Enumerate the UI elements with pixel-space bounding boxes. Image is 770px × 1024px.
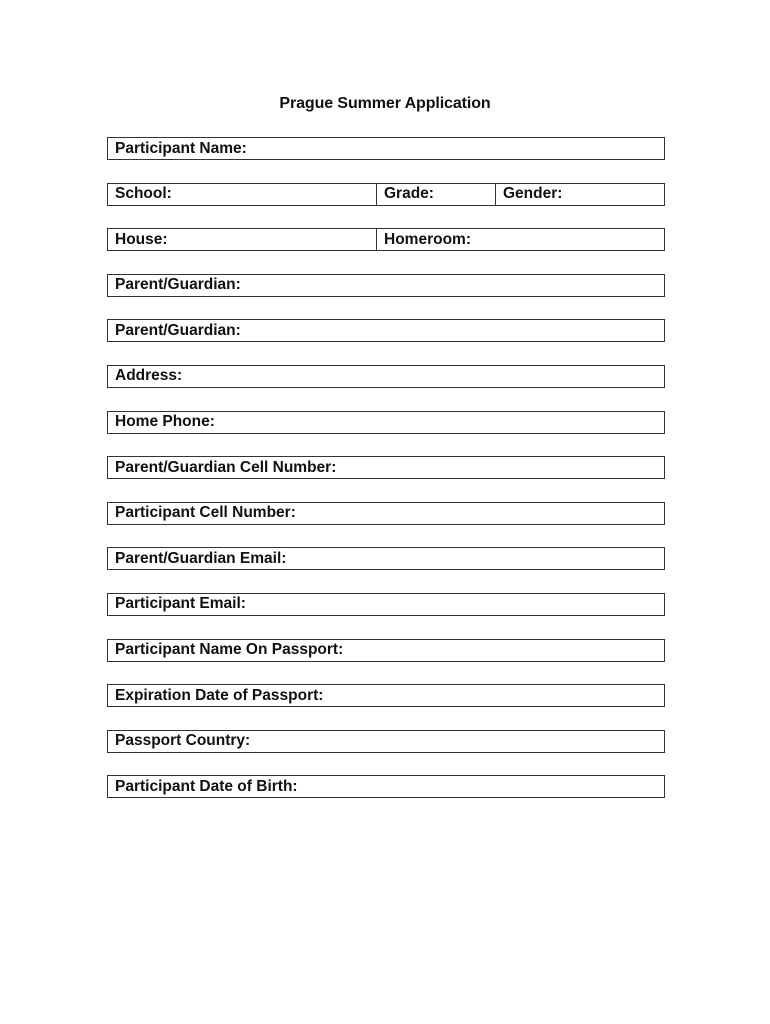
participant-cell-row xyxy=(107,502,665,525)
house-homeroom-row xyxy=(107,228,665,251)
homeroom-label: Homeroom: xyxy=(384,230,471,248)
address-label: Address: xyxy=(115,367,183,385)
gender-label: Gender: xyxy=(503,185,563,203)
participant-cell-field[interactable] xyxy=(108,503,664,524)
home-phone-label: Home Phone: xyxy=(115,413,215,431)
school-field[interactable] xyxy=(108,184,376,205)
page-title: Prague Summer Application xyxy=(279,95,491,112)
school-label: School: xyxy=(115,185,172,203)
participant-name-label: Participant Name: xyxy=(115,139,247,157)
participant-name-passport-field[interactable] xyxy=(108,640,664,661)
participant-email-label: Participant Email: xyxy=(115,595,246,613)
parent-guardian-1-row xyxy=(107,274,665,297)
address-field[interactable] xyxy=(108,366,664,387)
application-form xyxy=(107,137,665,821)
participant-email-field[interactable] xyxy=(108,594,664,615)
parent-guardian-email-label: Parent/Guardian Email: xyxy=(115,549,287,567)
passport-expiration-label: Expiration Date of Passport: xyxy=(115,686,324,704)
parent-guardian-cell-row xyxy=(107,456,665,479)
parent-guardian-2-label: Parent/Guardian: xyxy=(115,321,241,339)
passport-country-field[interactable] xyxy=(108,731,664,752)
homeroom-field[interactable] xyxy=(376,229,664,250)
parent-guardian-1-field[interactable] xyxy=(108,275,664,296)
gender-field[interactable] xyxy=(495,184,664,205)
participant-name-passport-label: Participant Name On Passport: xyxy=(115,641,344,659)
participant-dob-label: Participant Date of Birth: xyxy=(115,777,298,795)
participant-name-row xyxy=(107,137,665,160)
parent-guardian-cell-label: Parent/Guardian Cell Number: xyxy=(115,458,337,476)
parent-guardian-2-row xyxy=(107,319,665,342)
parent-guardian-email-field[interactable] xyxy=(108,548,664,569)
participant-dob-row xyxy=(107,775,665,798)
parent-guardian-1-label: Parent/Guardian: xyxy=(115,276,241,294)
house-field[interactable] xyxy=(108,229,376,250)
parent-guardian-email-row xyxy=(107,547,665,570)
parent-guardian-cell-field[interactable] xyxy=(108,457,664,478)
participant-name-field[interactable] xyxy=(108,138,664,159)
participant-cell-label: Participant Cell Number: xyxy=(115,504,296,522)
school-grade-gender-row xyxy=(107,183,665,206)
participant-dob-field[interactable] xyxy=(108,776,664,797)
passport-country-label: Passport Country: xyxy=(115,732,251,750)
passport-expiration-field[interactable] xyxy=(108,685,664,706)
participant-email-row xyxy=(107,593,665,616)
grade-label: Grade: xyxy=(384,185,434,203)
passport-expiration-row xyxy=(107,684,665,707)
grade-field[interactable] xyxy=(376,184,495,205)
home-phone-field[interactable] xyxy=(108,412,664,433)
home-phone-row xyxy=(107,411,665,434)
participant-name-passport-row xyxy=(107,639,665,662)
house-label: House: xyxy=(115,230,168,248)
passport-country-row xyxy=(107,730,665,753)
address-row xyxy=(107,365,665,388)
parent-guardian-2-field[interactable] xyxy=(108,320,664,341)
